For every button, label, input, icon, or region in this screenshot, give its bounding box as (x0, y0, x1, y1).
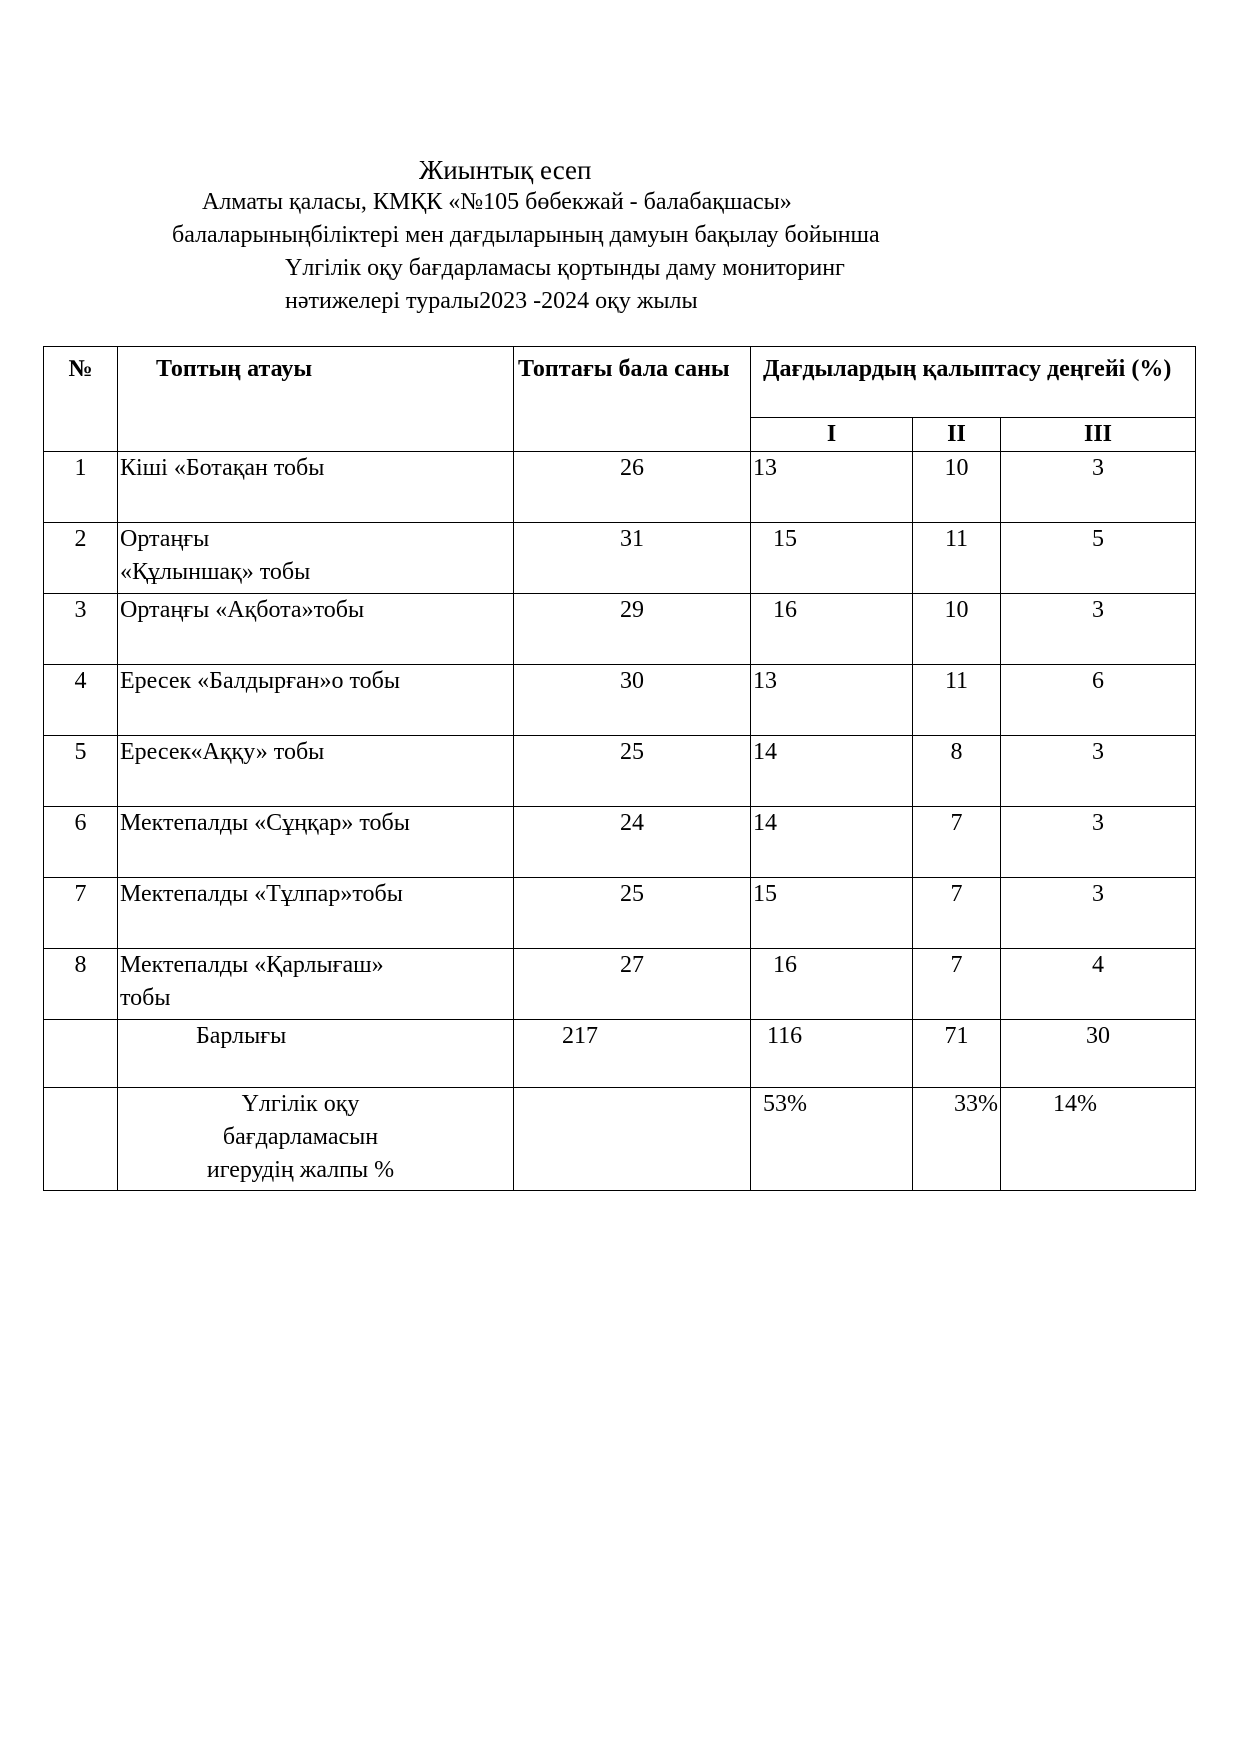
level-2-value: 7 (913, 949, 1001, 1020)
row-number: 3 (44, 594, 118, 665)
header-level-2: II (913, 418, 1001, 452)
row-number: 2 (44, 523, 118, 594)
report-subtitle-topic: балаларыныңбіліктері мен дағдыларының дамуын бақылау бойынша (172, 222, 880, 248)
table-row (44, 523, 1196, 594)
percent-level-3: 14% (1001, 1088, 1196, 1191)
level-2-value: 7 (913, 807, 1001, 878)
group-name: Мектепалды «Сұңқар» тобы (118, 807, 514, 878)
row-number: 5 (44, 736, 118, 807)
header-level-3: III (1001, 418, 1196, 452)
child-count: 29 (514, 594, 751, 665)
group-name: Мектепалды «Тұлпар»тобы (118, 878, 514, 949)
level-2-value: 10 (913, 452, 1001, 523)
total-level-3: 30 (1001, 1020, 1196, 1088)
level-1-value: 16 (751, 949, 913, 1020)
header-group-name: Топтың атауы (118, 347, 514, 452)
table-row (44, 949, 1196, 1020)
header-child-count: Топтағы бала саны (514, 347, 751, 452)
child-count: 30 (514, 665, 751, 736)
level-3-value: 4 (1001, 949, 1196, 1020)
group-name: Кіші «Ботақан тобы (118, 452, 514, 523)
total-level-2: 71 (913, 1020, 1001, 1088)
percent-row (44, 1088, 1196, 1191)
child-count: 26 (514, 452, 751, 523)
level-1-value: 15 (751, 878, 913, 949)
group-name: Ересек «Балдырған»о тобы (118, 665, 514, 736)
row-number: 1 (44, 452, 118, 523)
child-count: 31 (514, 523, 751, 594)
level-1-value: 14 (751, 807, 913, 878)
monitoring-table (43, 346, 1196, 1191)
percent-level-2: 33% (913, 1088, 1001, 1191)
percent-num-empty (44, 1088, 118, 1191)
level-3-value: 3 (1001, 736, 1196, 807)
group-name: Ересек«Аққу» тобы (118, 736, 514, 807)
level-3-value: 3 (1001, 452, 1196, 523)
percent-count-empty (514, 1088, 751, 1191)
level-2-value: 10 (913, 594, 1001, 665)
level-2-value: 7 (913, 878, 1001, 949)
level-3-value: 6 (1001, 665, 1196, 736)
total-row (44, 1020, 1196, 1088)
table-row (44, 452, 1196, 523)
child-count: 24 (514, 807, 751, 878)
report-subtitle-institution: Алматы қаласы, КМҚК «№105 бөбекжай - балабақшасы» (202, 189, 792, 215)
level-3-value: 3 (1001, 807, 1196, 878)
level-1-value: 13 (751, 452, 913, 523)
group-name: Мектепалды «Қарлығаш» тобы (118, 949, 514, 1020)
header-skill-levels: Дағдылардың қалыптасу деңгейі (%) (751, 347, 1196, 418)
table-row (44, 594, 1196, 665)
child-count: 25 (514, 736, 751, 807)
table-row (44, 665, 1196, 736)
table-row (44, 807, 1196, 878)
header-num: № (44, 347, 118, 452)
level-3-value: 5 (1001, 523, 1196, 594)
table-row (44, 878, 1196, 949)
child-count: 27 (514, 949, 751, 1020)
row-number: 4 (44, 665, 118, 736)
report-title: Жиынтық есеп (419, 155, 592, 185)
group-name: Ортаңғы «Құлыншақ» тобы (118, 523, 514, 594)
table-row (44, 736, 1196, 807)
total-level-1: 116 (751, 1020, 913, 1088)
level-2-value: 11 (913, 665, 1001, 736)
group-name: Ортаңғы «Ақбота»тобы (118, 594, 514, 665)
total-label: Барлығы (118, 1020, 514, 1088)
header-level-1: I (751, 418, 913, 452)
row-number: 8 (44, 949, 118, 1020)
level-1-value: 13 (751, 665, 913, 736)
child-count: 25 (514, 878, 751, 949)
level-1-value: 15 (751, 523, 913, 594)
percent-label: Үлгілік оқу бағдарламасын игерудің жалпы % (118, 1088, 514, 1191)
total-count: 217 (514, 1020, 751, 1088)
row-number: 6 (44, 807, 118, 878)
level-1-value: 16 (751, 594, 913, 665)
row-number: 7 (44, 878, 118, 949)
level-3-value: 3 (1001, 878, 1196, 949)
level-2-value: 8 (913, 736, 1001, 807)
percent-level-1: 53% (751, 1088, 913, 1191)
level-3-value: 3 (1001, 594, 1196, 665)
total-num-empty (44, 1020, 118, 1088)
report-subtitle-year: нәтижелері туралы2023 -2024 оқу жылы (285, 288, 698, 314)
level-1-value: 14 (751, 736, 913, 807)
report-subtitle-program: Үлгілік оқу бағдарламасы қортынды даму мониторинг (285, 255, 845, 281)
level-2-value: 11 (913, 523, 1001, 594)
